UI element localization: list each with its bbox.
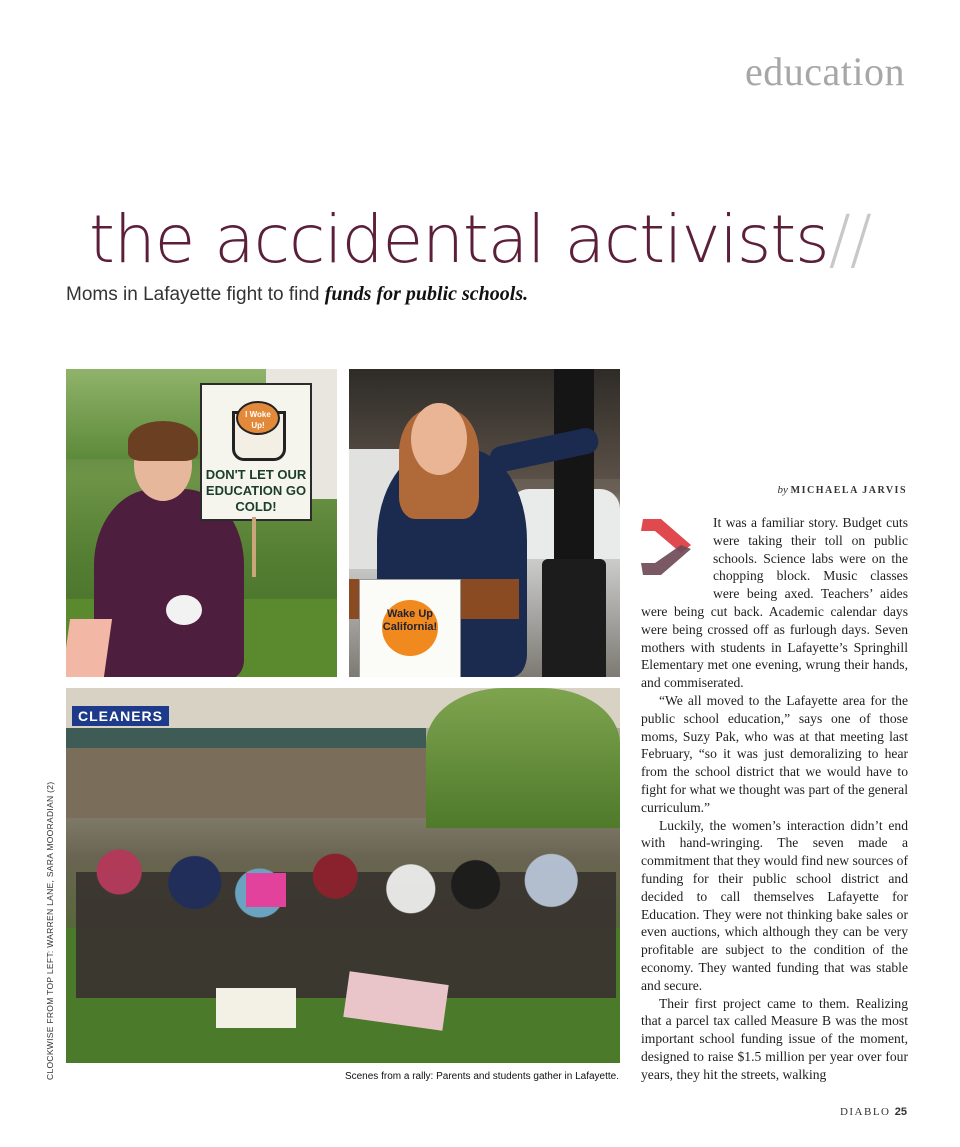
- subhead-emphasis: funds for public schools.: [324, 283, 529, 305]
- photo-caption: Scenes from a rally: Parents and students gather in Lafayette.: [344, 1071, 619, 1082]
- headline-slashes: //: [828, 201, 872, 278]
- photo-credit: CLOCKWISE FROM TOP LEFT: WARREN LANE, SARA MOORADIAN (2): [45, 781, 55, 1080]
- body-paragraph: It was a familiar story. Budget cuts were taking their toll on public schools. Science labs were on the chopping block. Music classes were being axed. Teachers’ aides were being cut back. Academic calendar days were being crossed off as furlough days. Seven mothers with students in Lafayette’s Springhill Elementary met one evening, wrung their hands, and commiserated.: [641, 515, 908, 691]
- headline-title: the accidental activists: [88, 201, 829, 278]
- sign-text: DON'T LET OUR EDUCATION GO COLD!: [205, 467, 307, 514]
- photo-girl-with-sign: [66, 369, 337, 677]
- sign-badge: I Woke Up!: [236, 401, 280, 435]
- byline-author: MICHAELA JARVIS: [790, 485, 907, 496]
- article-body: [641, 514, 908, 1087]
- byline-prefix: by: [777, 484, 788, 496]
- article-headline: [0, 200, 960, 280]
- store-sign: CLEANERS: [72, 706, 169, 726]
- photo-speaker-at-podium: [349, 369, 620, 677]
- body-paragraph: “We all moved to the Lafayette area for the public school education,” says one of those moms, Suzy Pak, who was at that meeting last February, “so it was just demoralizing to hear from the school district that we would have to fight for what we thought was part of the general curriculum.”: [641, 692, 908, 815]
- article-subhead: [66, 283, 528, 306]
- protest-sign: [200, 383, 312, 521]
- page-footer: [840, 1106, 907, 1118]
- page-number: 25: [894, 1106, 907, 1118]
- magazine-name: DIABLO: [839, 1106, 891, 1118]
- section-label: education: [745, 49, 905, 94]
- body-paragraph: Luckily, the women’s interaction didn’t end with hand-wringing. The seven made a commitment that they would find new sources of funding for their public school district and decided to call themselves Lafayette for Education. They were not thinking bake sales or even auctions, which although they can be very profitable are subject to the condition of the economy. They wanted funding that was stable and secure.: [641, 817, 908, 993]
- podium-sign-badge: Wake Up California!: [382, 600, 438, 656]
- byline: [778, 484, 907, 496]
- body-paragraph: Their first project came to them. Realizing that a parcel tax called Measure B was the most important school funding issue of the moment, designed to raise $1.5 million per year over four years, they hit the streets, walking: [641, 995, 908, 1082]
- podium-sign: [359, 579, 461, 677]
- subhead-lead: Moms in Lafayette fight to find: [66, 284, 325, 305]
- photo-rally-crowd: [66, 688, 620, 1063]
